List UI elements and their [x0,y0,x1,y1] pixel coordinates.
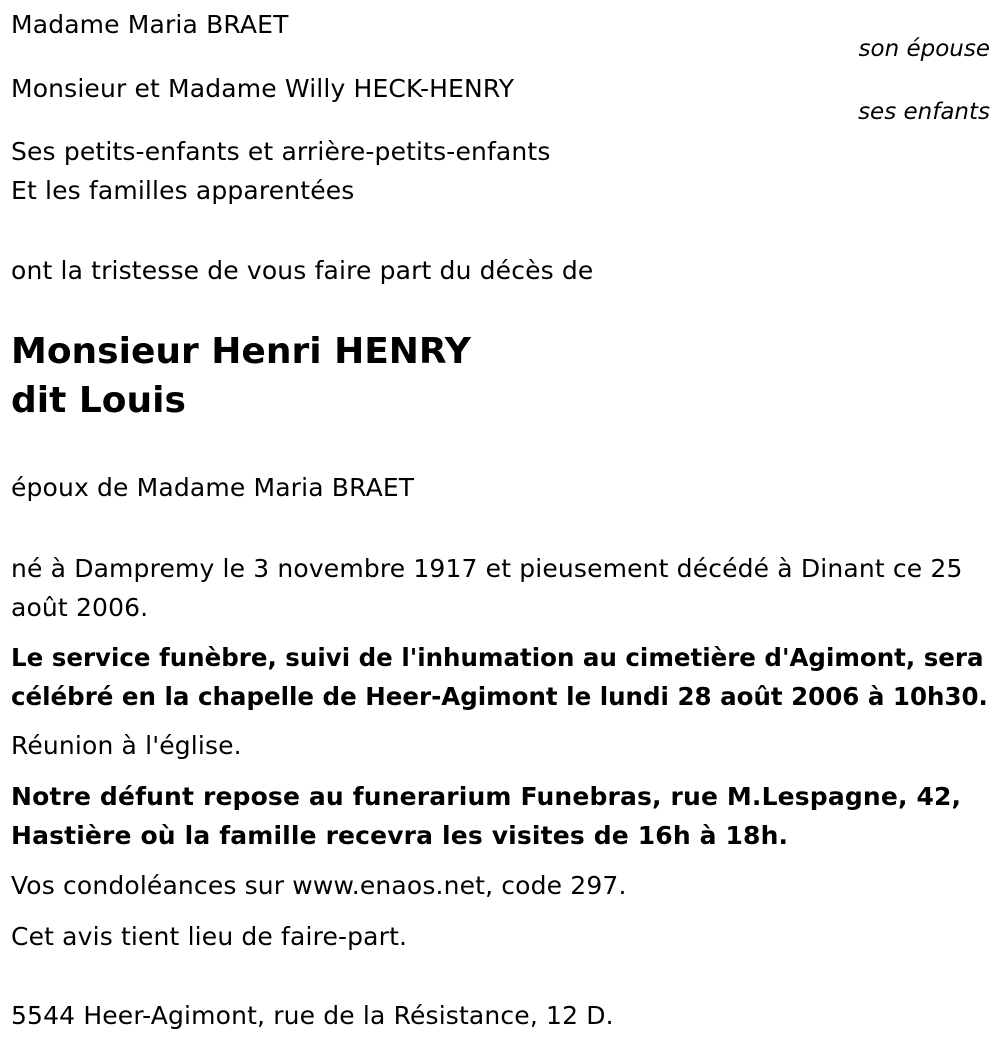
meeting-line: Réunion à l'église. [11,731,242,760]
spouse-of-line: époux de Madame Maria BRAET [11,473,415,502]
children-role: ses enfants [858,99,990,125]
relatives-line: Et les familles apparentées [11,176,355,205]
deceased-name: Monsieur Henri HENRY [11,331,471,372]
grandchildren-line: Ses petits-enfants et arrière-petits-enfants [11,137,551,166]
address-line: 5544 Heer-Agimont, rue de la Résistance, 12 D. [11,1001,614,1030]
birth-death-paragraph: né à Dampremy le 3 novembre 1917 et pieusement décédé à Dinant ce 25 août 2006. [11,554,963,622]
visitation-paragraph: Notre défunt repose au funerarium Funebras, rue M.Lespagne, 42, Hastière où la famille recevra les visites de 16h à 18h. [11,782,962,850]
deceased-nickname: dit Louis [11,380,186,421]
condolences-line: Vos condoléances sur www.enaos.net, code 297. [11,871,627,900]
spouse-name: Madame Maria BRAET [11,10,289,39]
spouse-role: son épouse [858,36,990,62]
children-name: Monsieur et Madame Willy HECK-HENRY [11,74,515,103]
notice-line: Cet avis tient lieu de faire-part. [11,922,408,951]
service-paragraph: Le service funèbre, suivi de l'inhumation au cimetière d'Agimont, sera célébré en la chapelle de Heer-Agimont le lundi 28 août 2006 à 10h30. [11,643,988,711]
announcement-text: ont la tristesse de vous faire part du décès de [11,256,594,285]
